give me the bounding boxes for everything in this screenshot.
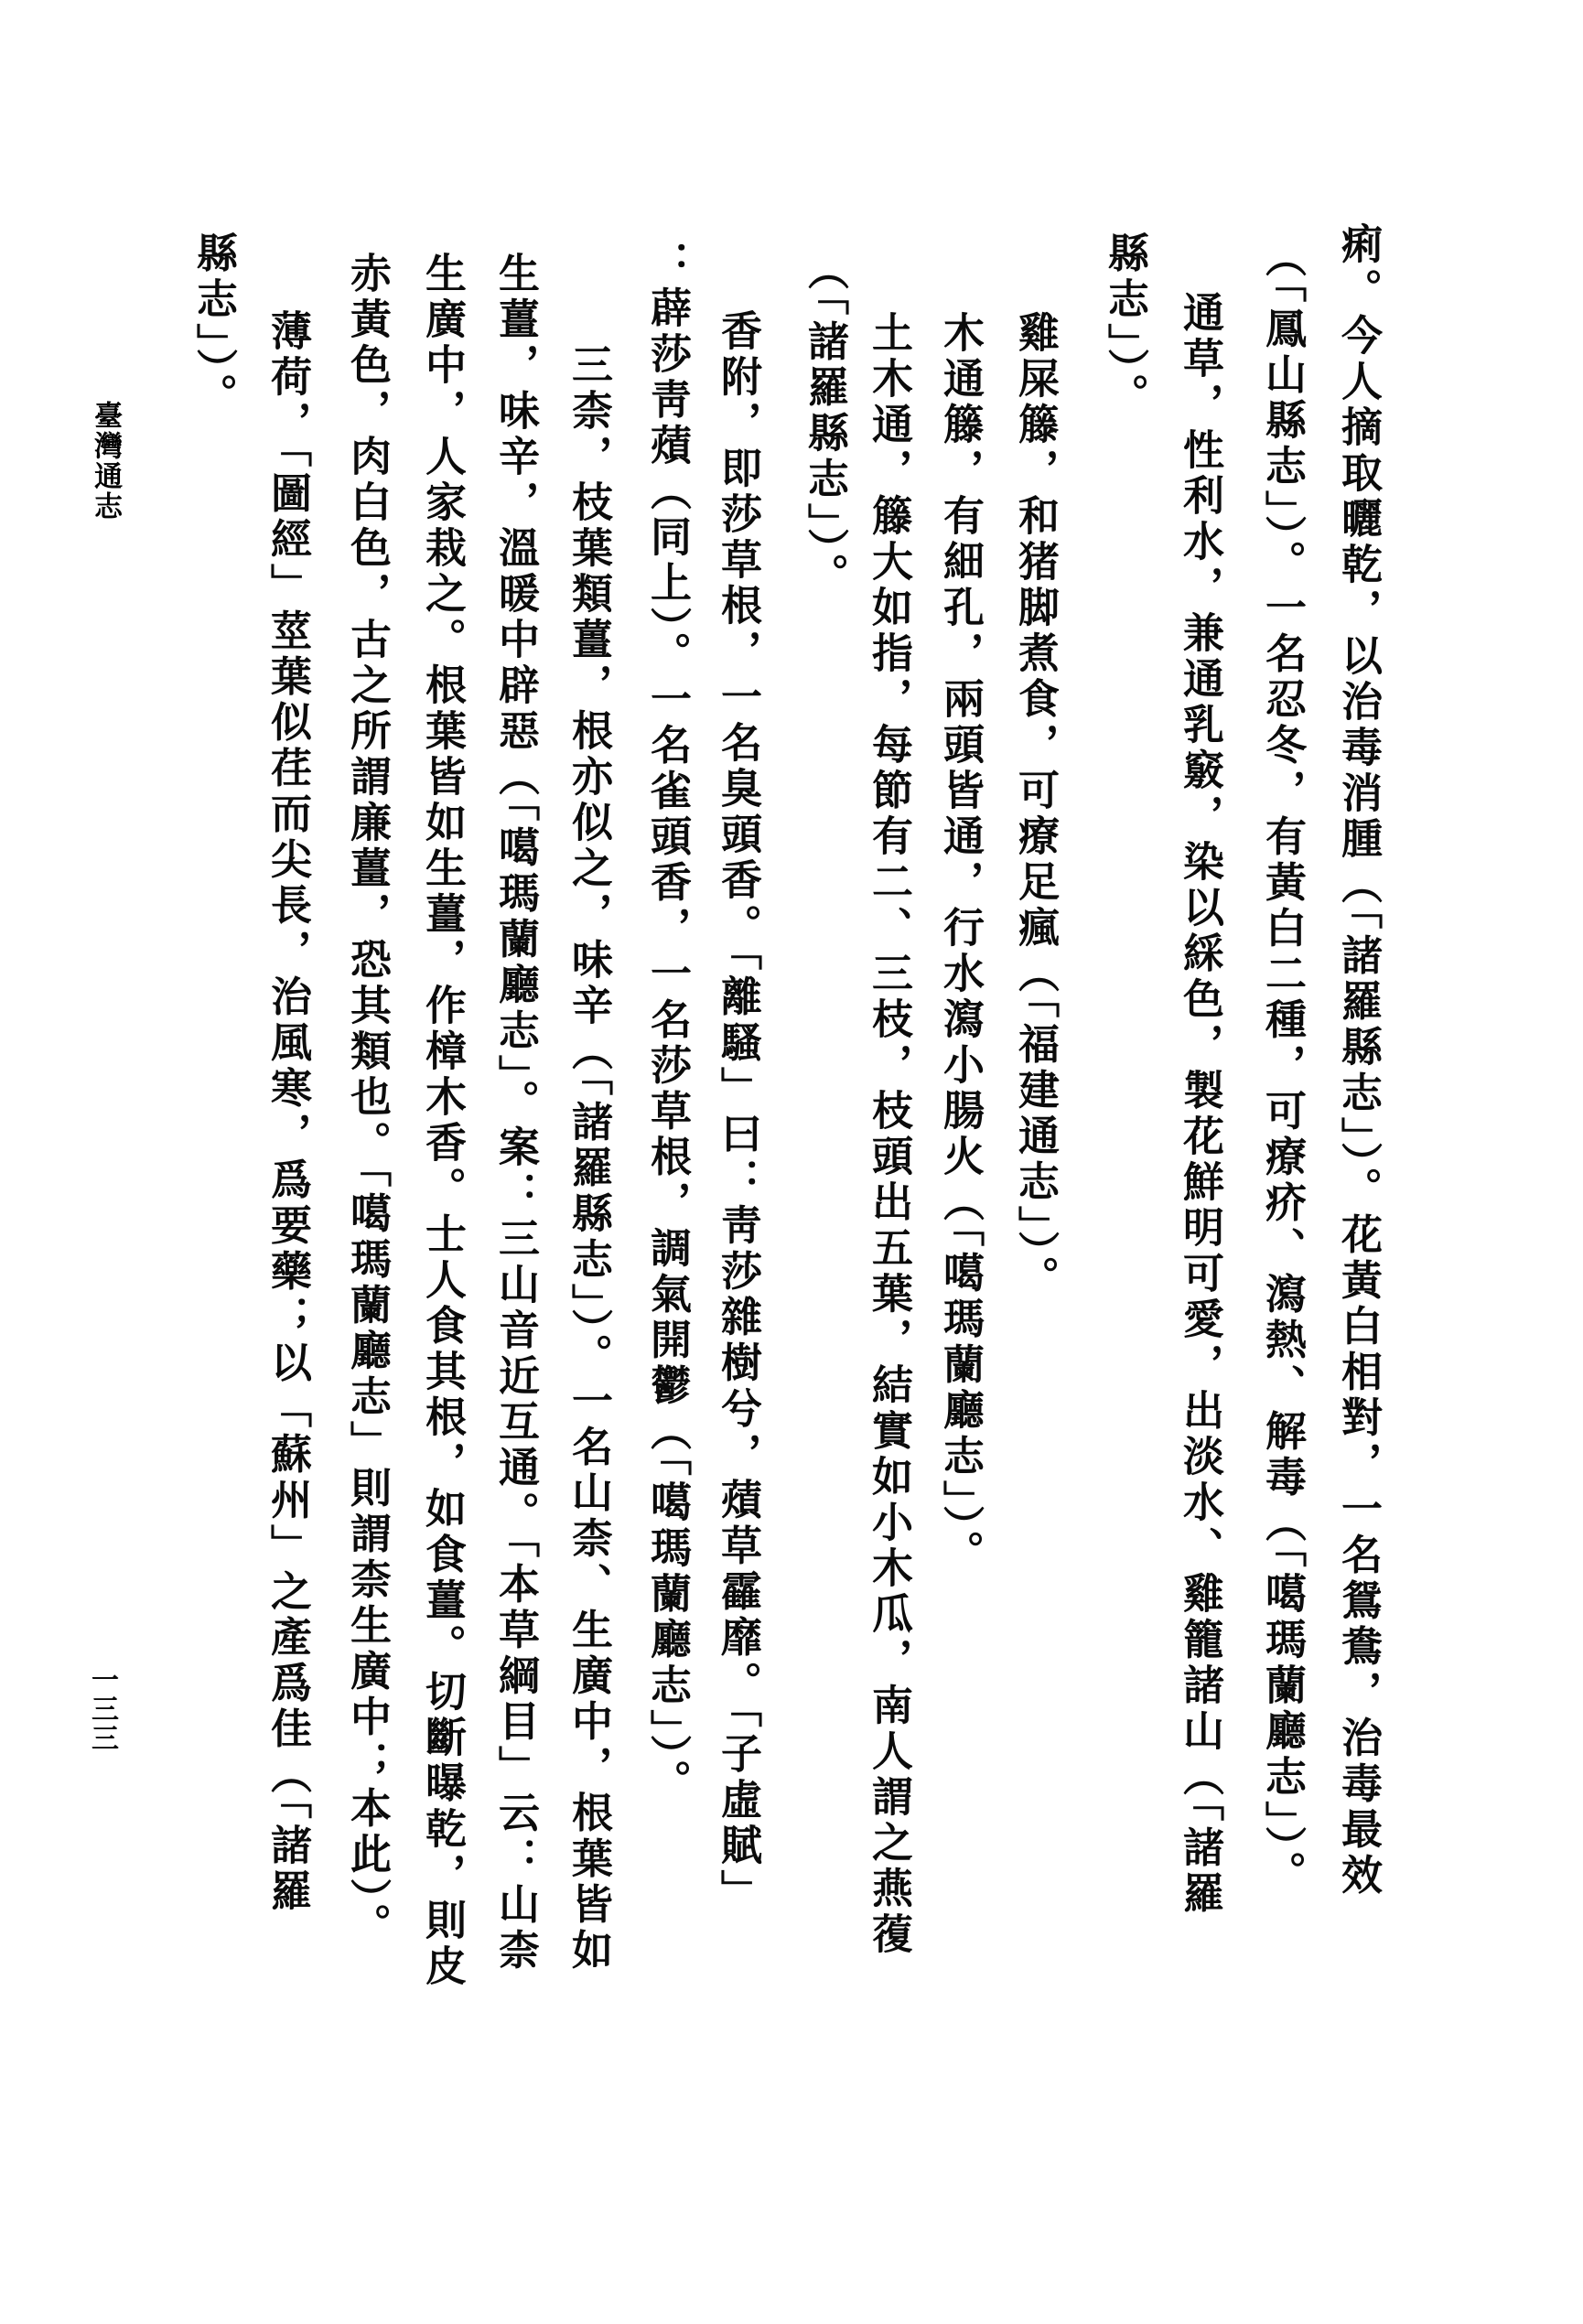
text-column: 縣志」）。 (1102, 231, 1147, 419)
page-number: 一三三 (87, 1665, 117, 1753)
text-column: 赤黃色，肉白色，古之所謂廉薑，恐其類也。「噶瑪蘭廳志」則謂柰生廣中；本此）。 (344, 252, 390, 1949)
text-column: 木通籐，有細孔，兩頭皆通，行水瀉小腸火（「噶瑪蘭廳志」）。 (937, 311, 983, 1576)
text-column: 三柰，枝葉類薑，根亦似之，味辛（「諸羅縣志」）。一名山柰、生廣中，根葉皆如 (565, 343, 611, 1974)
text-column: 痢。今人摘取曬乾，以治毒消腫（「諸羅縣志」）。花黃白相對，一名鴛鴦，治毒最效 (1335, 222, 1381, 1899)
book-title: 臺灣通志 (90, 401, 123, 522)
text-column: 生薑，味辛，溫暖中辟惡（「噶瑪蘭廳志」。案：三山音近互通。「本草綱目」云：山柰 (492, 252, 538, 1974)
text-column: 縣志」）。 (190, 231, 236, 419)
text-column: ：薜莎靑薠（同上）。一名雀頭香，一名莎草根，調氣開鬱（「噶瑪蘭廳志」）。 (644, 241, 690, 1805)
text-column: 土木通，籐大如指，每節有二、三枝，枝頭出五葉，結實如小木瓜，南人謂之燕蕧 (866, 311, 911, 1958)
text-column: 薄荷，「圖經」莖葉似荏而尖長，治風寒，爲要藥；以「蘇州」之產爲佳（「諸羅 (264, 309, 310, 1915)
text-column: （「諸羅縣志」）。 (802, 249, 847, 599)
text-column: （「鳳山縣志」）。一名忍冬，有黃白二種，可療疥、瀉熱、解毒（「噶瑪蘭廳志」）。 (1259, 236, 1305, 1897)
text-column: 雞屎籐，和猪脚煮食，可療足瘋（「福建通志」）。 (1012, 311, 1058, 1302)
text-column: 生廣中，人家栽之。根葉皆如生薑，作樟木香。士人食其根，如食薑。切斷曝乾，則皮 (419, 252, 465, 1990)
text-column: 香附，即莎草根，一名臭頭香。「離騷」曰：靑莎雜樹兮，薠草靃靡。「子虛賦」 (715, 309, 760, 1915)
text-column: 通草，性利水，兼通乳竅，染以綵色，製花鮮明可愛，出淡水、雞籠諸山（「諸羅 (1177, 291, 1222, 1918)
